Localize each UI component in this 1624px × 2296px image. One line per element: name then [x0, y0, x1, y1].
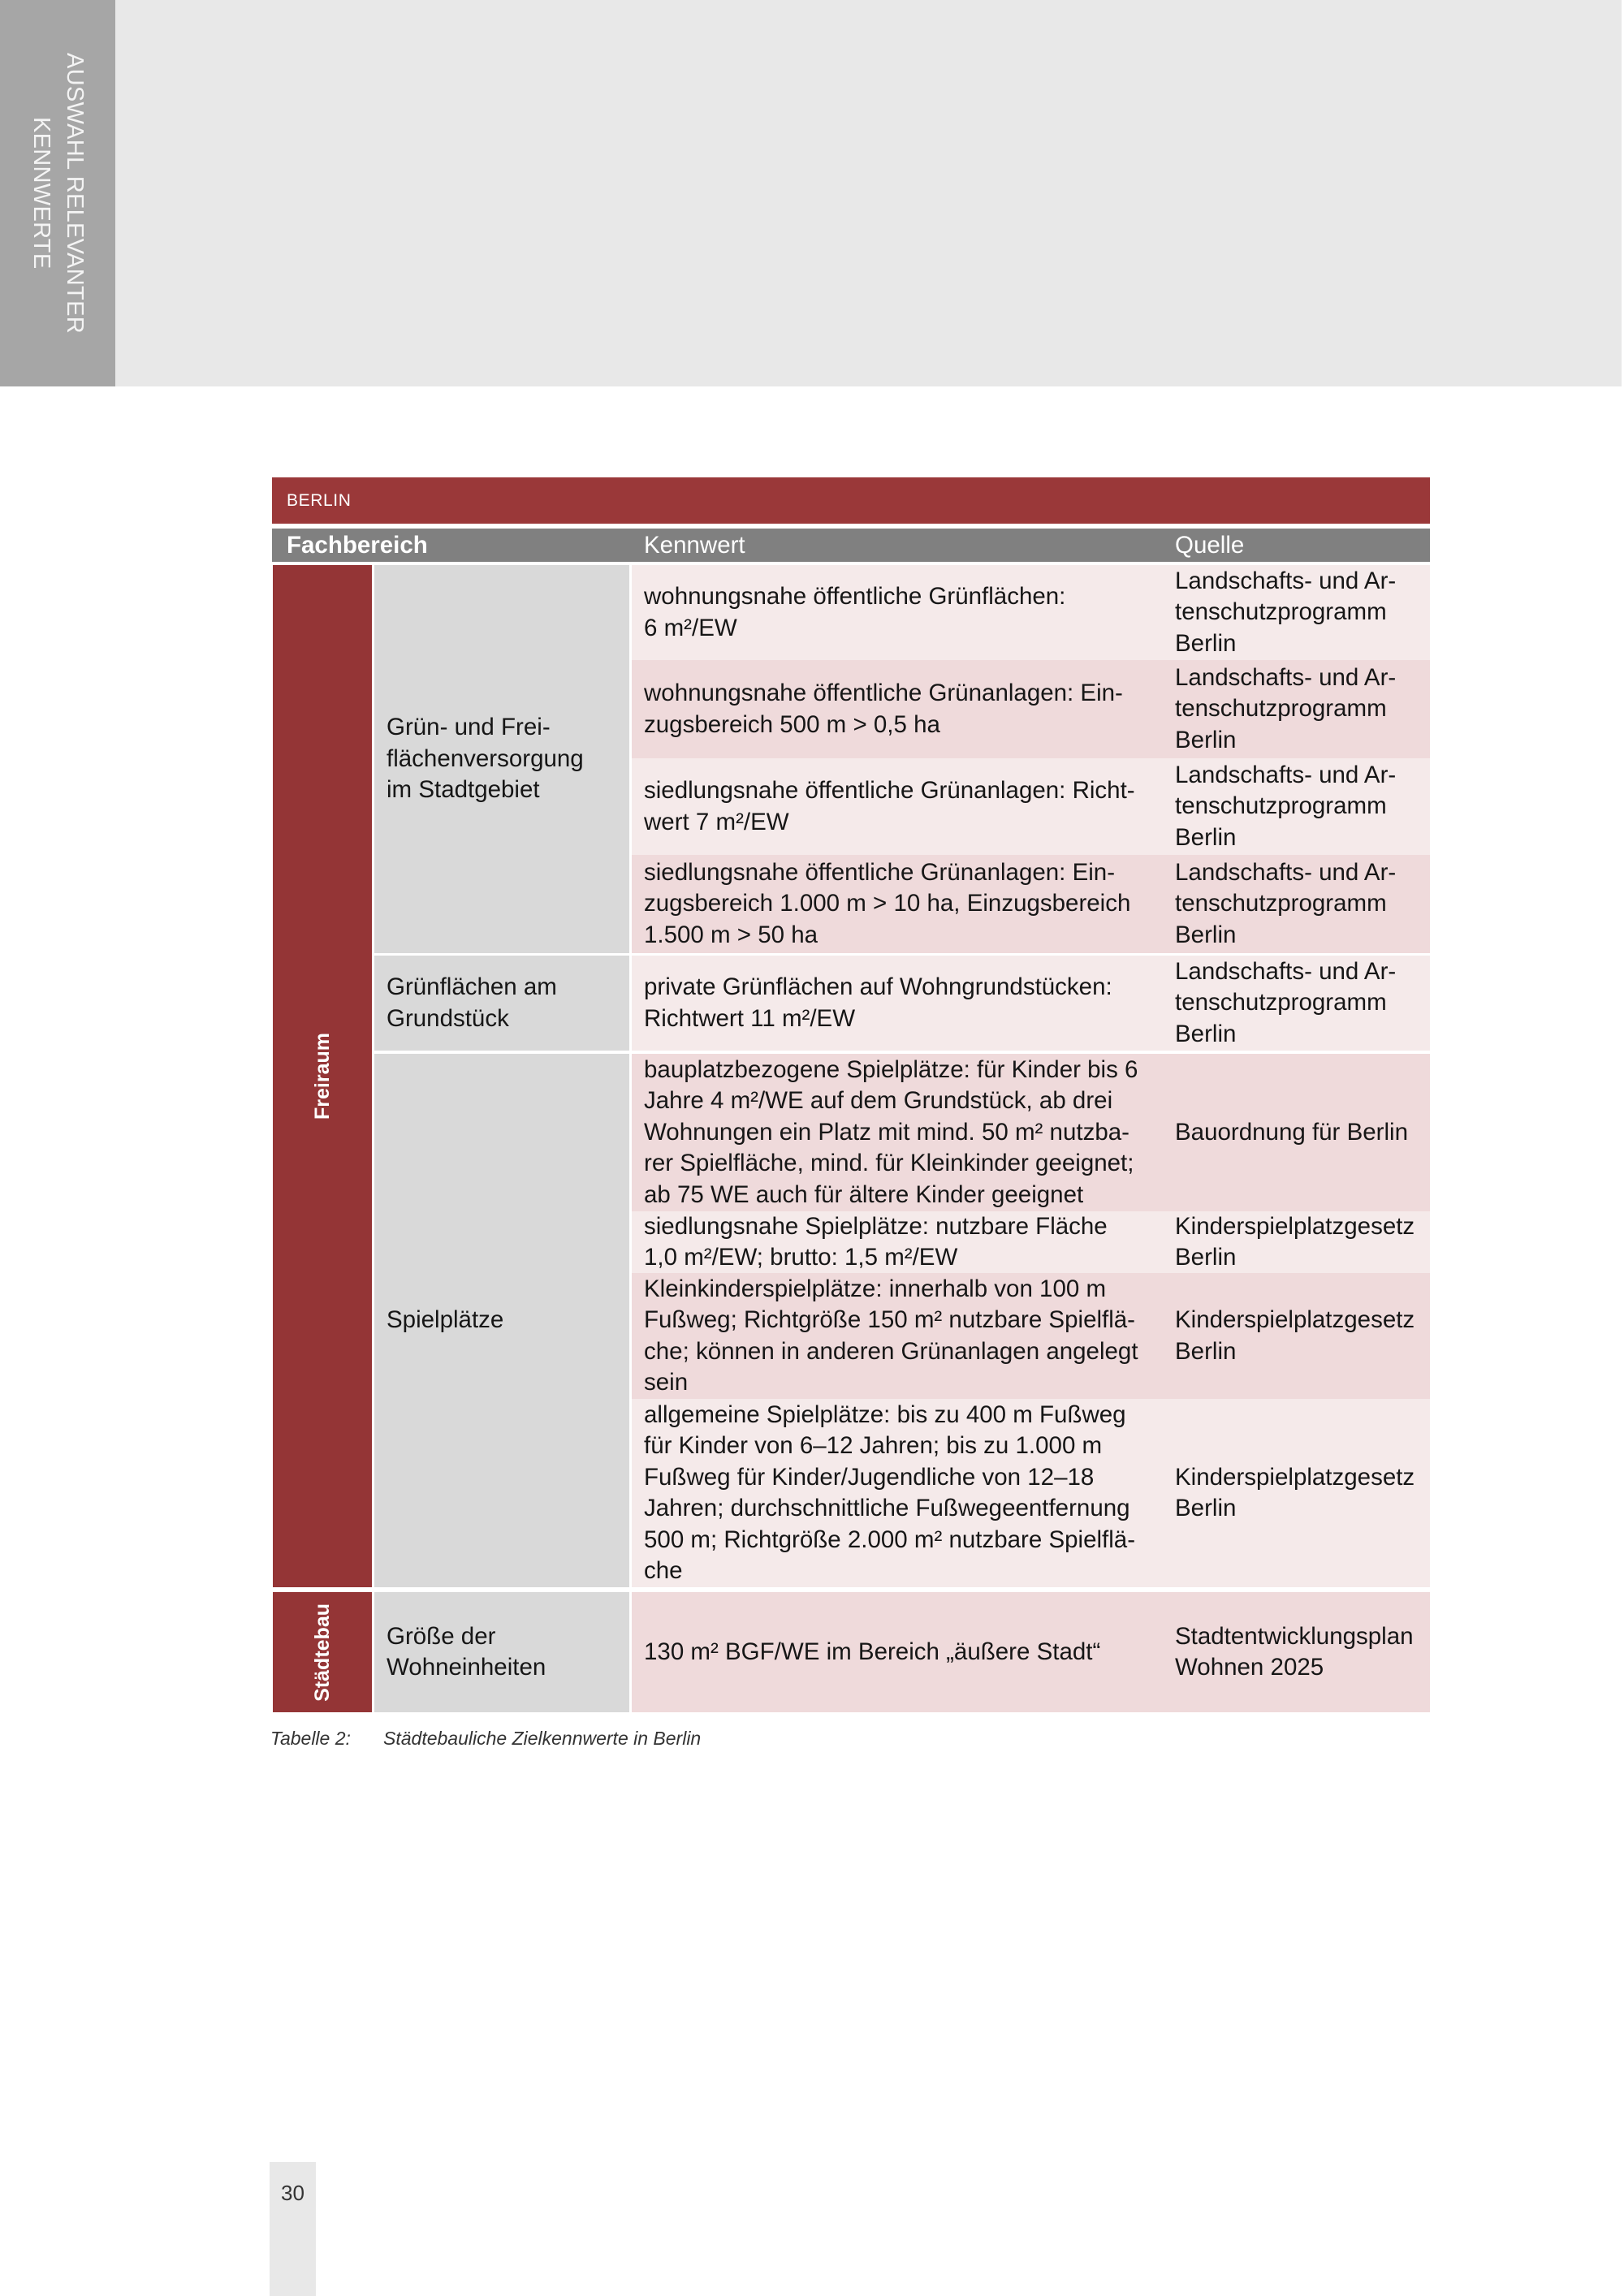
kennwert-cell	[644, 758, 1135, 855]
quelle-text: Bauordnung für Berlin	[1175, 1118, 1408, 1146]
group-label: Größe der Wohneinheiten	[387, 1622, 546, 1681]
section-tab	[0, 0, 115, 386]
quelle-text: Landschafts- und Ar- tenschutzprogramm Berlin	[1175, 663, 1397, 753]
table-title: BERLIN	[287, 490, 352, 510]
table-title-bar	[272, 477, 1430, 524]
quelle-text: Landschafts- und Ar- tenschutzprogramm Berlin	[1175, 567, 1397, 657]
kennwert-cell	[644, 1273, 1138, 1399]
section-tab-title: AUSWAHL RELEVANTER KENNWERTE	[28, 53, 88, 334]
group-wohneinheiten	[374, 1592, 629, 1712]
kennwert-text: siedlungsnahe Spielplätze: nutzbare Fläche 1,0 m²/EW; brutto: 1,5 m²/EW	[644, 1212, 1108, 1271]
table-row	[632, 1592, 1430, 1712]
quelle-text: Kinderspielplatzgesetz Berlin	[1175, 1463, 1415, 1521]
kennwert-text: siedlungsnahe öffentliche Grünanlagen: Ein- zugsbereich 1.000 m > 10 ha, Einzugsbereich 1.500 m > 50 ha	[644, 858, 1131, 948]
quelle-text: Kinderspielplatzgesetz Berlin	[1175, 1212, 1415, 1271]
header-fachbereich: Fachbereich	[287, 532, 428, 559]
table-row	[632, 1054, 1430, 1211]
table-row	[632, 660, 1430, 758]
kennwert-cell	[644, 1592, 1100, 1712]
group-label: Grün- und Frei- flächenversorgung im Stadtgebiet	[387, 714, 584, 804]
quelle-text: Landschafts- und Ar- tenschutzprogramm Berlin	[1175, 858, 1397, 948]
kennwert-cell	[644, 565, 1065, 660]
quelle-text: Landschafts- und Ar- tenschutzprogramm Berlin	[1175, 957, 1397, 1047]
group-label: Grünflächen am Grundstück	[387, 973, 557, 1032]
header-kennwert: Kennwert	[644, 532, 745, 559]
quelle-cell	[1175, 1592, 1414, 1712]
table-row	[632, 855, 1430, 953]
table-row	[632, 1273, 1430, 1399]
table-row	[632, 956, 1430, 1051]
page-number: 30	[281, 2181, 304, 2205]
category-label: Städtebau	[310, 1603, 334, 1702]
group-gruen-freiflaechen	[374, 565, 629, 953]
table-header-row	[272, 529, 1430, 562]
table-row	[632, 565, 1430, 660]
quelle-cell	[1175, 956, 1396, 1051]
kennwert-cell	[644, 1211, 1108, 1273]
quelle-text: Stadtentwicklungsplan Wohnen 2025	[1175, 1622, 1414, 1681]
quelle-cell	[1175, 1273, 1415, 1399]
category-staedtebau	[273, 1592, 372, 1712]
group-label: Spielplätze	[387, 1306, 504, 1334]
table-row	[632, 758, 1430, 855]
kennwert-cell	[644, 956, 1112, 1051]
kennwert-text: siedlungsnahe öffentliche Grünanlagen: Richt- wert 7 m²/EW	[644, 777, 1135, 835]
quelle-cell	[1175, 1399, 1415, 1587]
quelle-cell	[1175, 1211, 1415, 1273]
caption-text: Städtebauliche Zielkennwerte in Berlin	[383, 1728, 702, 1749]
kennwert-cell	[644, 1054, 1138, 1211]
header-quelle: Quelle	[1175, 532, 1245, 559]
group-spielplaetze	[374, 1054, 629, 1587]
kennwert-text: 130 m² BGF/WE im Bereich „äußere Stadt“	[644, 1638, 1101, 1665]
kennwert-cell	[644, 660, 1123, 758]
quelle-text: Kinderspielplatzgesetz Berlin	[1175, 1306, 1415, 1365]
category-label: Freiraum	[310, 1033, 334, 1120]
table-row	[632, 1211, 1430, 1273]
kennwert-cell	[644, 855, 1130, 953]
kennwert-text: wohnungsnahe öffentliche Grünflächen: 6 m²/EW	[644, 583, 1066, 641]
quelle-cell	[1175, 1054, 1408, 1211]
header-band	[0, 0, 1622, 386]
kennwert-text: private Grünflächen auf Wohngrundstücken: Richtwert 11 m²/EW	[644, 973, 1112, 1032]
category-freiraum	[273, 565, 372, 1587]
kennwert-cell	[644, 1399, 1135, 1587]
quelle-text: Landschafts- und Ar- tenschutzprogramm Berlin	[1175, 761, 1397, 851]
quelle-cell	[1175, 660, 1396, 758]
kennwert-text: allgemeine Spielplätze: bis zu 400 m Fußweg für Kinder von 6–12 Jahren; bis zu 1.000 m Fußweg für Kinder/Jugendliche von 12–18 Jahren; durchschnittliche Fußwegeentfernung 500 m; Richtgröße 2.000 m² nutzbare Spielflä- che	[644, 1400, 1136, 1584]
quelle-cell	[1175, 758, 1396, 855]
quelle-cell	[1175, 855, 1396, 953]
kennwert-text: bauplatzbezogene Spielplätze: für Kinder bis 6 Jahre 4 m²/WE auf dem Grundstück, ab drei Wohnungen ein Platz mit mind. 50 m² nutzba- rer Spielfläche, mind. für Kleinkinder geeignet; ab 75 WE auch für ältere Kinder geeignet	[644, 1055, 1138, 1208]
quelle-cell	[1175, 565, 1396, 660]
table-row	[632, 1399, 1430, 1587]
caption-label: Tabelle 2:	[270, 1728, 351, 1749]
kennwert-text: wohnungsnahe öffentliche Grünanlagen: Ein- zugsbereich 500 m > 0,5 ha	[644, 680, 1123, 738]
kennwert-text: Kleinkinderspielplätze: innerhalb von 100 m Fußweg; Richtgröße 150 m² nutzbare Spielflä- che; können in anderen Grünanlagen angelegt sein	[644, 1275, 1138, 1396]
group-gruenflaechen-grundstueck	[374, 956, 629, 1051]
